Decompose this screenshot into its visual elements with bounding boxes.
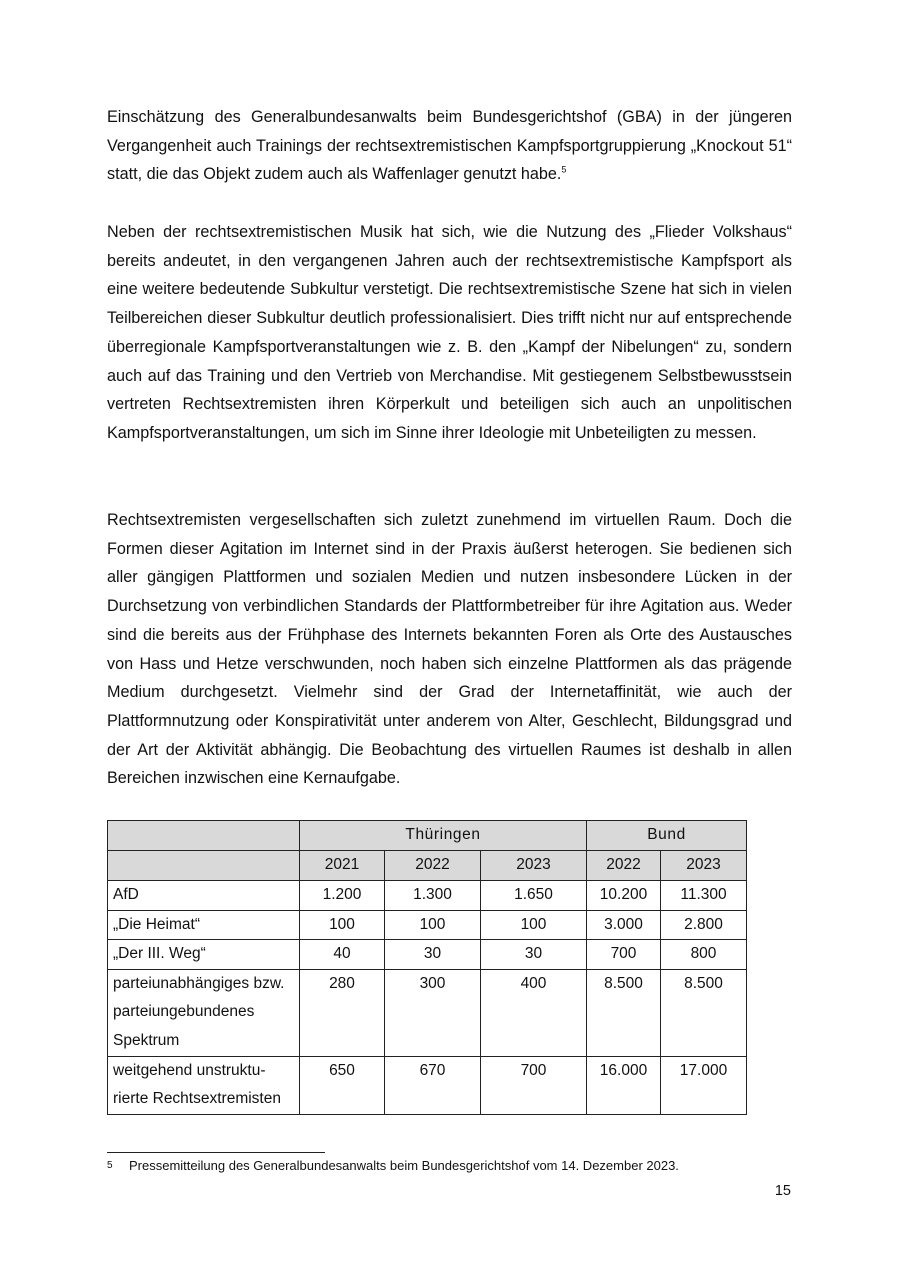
table-cell: 100	[481, 910, 587, 940]
table-cell: 650	[300, 1056, 385, 1114]
row-label: parteiunabhängiges bzw. parteiungebundenes Spektrum	[108, 969, 300, 1056]
table-corner-cell	[108, 821, 300, 851]
table-cell: 16.000	[587, 1056, 661, 1114]
table-corner-cell	[108, 851, 300, 881]
table-cell: 100	[385, 910, 481, 940]
year-header: 2023	[661, 851, 747, 881]
table-cell: 1.300	[385, 881, 481, 911]
paragraph-1	[107, 103, 792, 189]
year-header: 2023	[481, 851, 587, 881]
header-thueringen: Thüringen	[300, 821, 587, 851]
table-cell: 11.300	[661, 881, 747, 911]
table-cell: 280	[300, 969, 385, 1056]
table-cell: 30	[385, 940, 481, 970]
table-row	[108, 969, 747, 1056]
table-cell: 1.650	[481, 881, 587, 911]
footnote	[107, 1158, 679, 1174]
table-cell: 40	[300, 940, 385, 970]
table-cell: 700	[481, 1056, 587, 1114]
page-number: 15	[774, 1183, 791, 1199]
table-cell: 30	[481, 940, 587, 970]
table-cell: 700	[587, 940, 661, 970]
table-cell: 8.500	[661, 969, 747, 1056]
statistics-table	[107, 820, 747, 1115]
footnote-reference[interactable]: 5	[561, 165, 567, 176]
row-label: AfD	[108, 881, 300, 911]
row-label: „Der III. Weg“	[108, 940, 300, 970]
table-row	[108, 910, 747, 940]
table-cell: 2.800	[661, 910, 747, 940]
year-header: 2022	[587, 851, 661, 881]
row-label: weitgehend unstrukturierte Rechtsextremisten	[108, 1056, 300, 1114]
paragraph-1-text: Einschätzung des Generalbundesanwalts beim Bundesgerichtshof (GBA) in der jüngeren Vergangenheit auch Trainings der rechtsextremistischen Kampfsportgruppierung „Knockout 51“ statt, die das Objekt zudem auch als Waffenlager genutzt habe.	[107, 108, 792, 184]
footnote-divider	[107, 1152, 325, 1153]
footnote-text: Pressemitteilung des Generalbundesanwalts beim Bundesgerichtshof vom 14. Dezember 2023.	[129, 1158, 679, 1173]
table-row	[108, 940, 747, 970]
table-cell: 300	[385, 969, 481, 1056]
table-cell: 8.500	[587, 969, 661, 1056]
paragraph-2: Neben der rechtsextremistischen Musik hat sich, wie die Nutzung des „Flieder Volkshaus“ bereits andeutet, in den vergangenen Jahren auch der rechtsextremistische Kampfsport als eine weitere bedeutende Subkultur verstetigt. Die rechtsextremistische Szene hat sich in vielen Teilbereichen dieser Subkultur deutlich professionalisiert. Dies trifft nicht nur auf entsprechende überregionale Kampfsportveranstaltungen wie z. B. den „Kampf der Nibelungen“ zu, sondern auch auf das Training und den Vertrieb von Merchandise. Mit gestiegenem Selbstbewusstsein vertreten Rechtsextremisten ihren Körperkult und beteiligen sich auch an unpolitischen Kampfsportveranstaltungen, um sich im Sinne ihrer Ideologie mit Unbeteiligten zu messen.	[107, 223, 792, 442]
table-cell: 3.000	[587, 910, 661, 940]
footnote-number: 5	[107, 1160, 113, 1171]
year-header: 2022	[385, 851, 481, 881]
table-group-header-row	[108, 821, 747, 851]
table-row	[108, 1056, 747, 1114]
table-row	[108, 881, 747, 911]
table-cell: 400	[481, 969, 587, 1056]
table-cell: 670	[385, 1056, 481, 1114]
year-header: 2021	[300, 851, 385, 881]
paragraph-3: Rechtsextremisten vergesellschaften sich zuletzt zunehmend im virtuellen Raum. Doch die Formen dieser Agitation im Internet sind in der Praxis äußerst heterogen. Sie bedienen sich aller gängigen Plattformen und sozialen Medien und nutzen insbesondere Lücken in der Durchsetzung von verbindlichen Standards der Plattformbetreiber für ihre Agitation aus. Weder sind die bereits aus der Frühphase des Internets bekannten Foren als Orte des Austausches von Hass und Hetze verschwunden, noch haben sich einzelne Plattformen als das prägende Medium durchgesetzt. Vielmehr sind der Grad der Internetaffinität, wie auch der Plattformnutzung oder Konspirativität unter anderem von Alter, Geschlecht, Bildungsgrad und der Art der Aktivität abhängig. Die Beobachtung des virtuellen Raumes ist deshalb in allen Bereichen inzwischen eine Kernaufgabe.	[107, 511, 792, 788]
table-cell: 800	[661, 940, 747, 970]
header-bund: Bund	[587, 821, 747, 851]
table-year-header-row	[108, 851, 747, 881]
table-cell: 10.200	[587, 881, 661, 911]
table-cell: 100	[300, 910, 385, 940]
table-cell: 1.200	[300, 881, 385, 911]
row-label: „Die Heimat“	[108, 910, 300, 940]
table-cell: 17.000	[661, 1056, 747, 1114]
